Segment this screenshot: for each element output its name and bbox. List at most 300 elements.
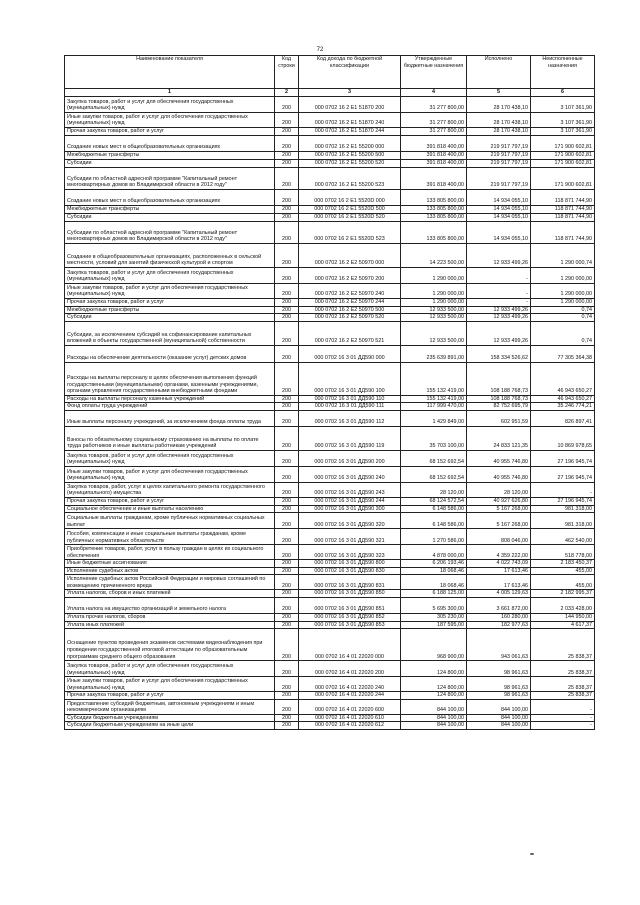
row-classification: 000 0702 16 3 01 ДД590 000 [299, 345, 401, 362]
table-row [65, 362, 595, 395]
row-remaining: 4 617,37 [531, 621, 595, 629]
row-code: 200 [275, 629, 299, 661]
table-row [65, 613, 595, 621]
column-number: 5 [467, 89, 531, 97]
row-remaining: 46 943 650,27 [531, 362, 595, 395]
row-executed: 5 167 268,00 [467, 505, 531, 513]
row-remaining: 0,74 [531, 306, 595, 314]
row-name: Иные закупки товаров, работ и услуг для обеспечения государственных (муниципальных) нужд [65, 113, 275, 128]
row-remaining: 10 869 978,65 [531, 426, 595, 450]
row-code: 200 [275, 613, 299, 621]
row-remaining: 981 318,00 [531, 513, 595, 529]
row-classification: 000 0702 16 3 01 ДД590 100 [299, 362, 401, 395]
row-name: Фонд оплаты труда учреждений [65, 403, 275, 411]
column-number-row [65, 89, 595, 97]
table-row [65, 299, 595, 307]
row-name: Субсидии [65, 314, 275, 322]
row-name: Уплата прочих налогов, сборов [65, 613, 275, 621]
row-name: Уплата иных платежей [65, 621, 275, 629]
row-name: Оснащение пунктов проведения экзаменов системами видеонаблюдения при проведении государственной итоговой аттестации по образовательным программам среднего общего образования [65, 629, 275, 661]
row-executed: 219 917 797,19 [467, 160, 531, 168]
row-name: Создание новых мест в общеобразовательных организациях [65, 136, 275, 152]
row-remaining: - [531, 722, 595, 730]
row-code: 200 [275, 190, 299, 206]
row-approved: 844 100,00 [401, 699, 467, 714]
row-remaining: 462 540,00 [531, 529, 595, 545]
row-approved: 12 933 500,00 [401, 314, 467, 322]
row-name: Прочая закупка товаров, работ и услуг [65, 299, 275, 307]
row-remaining: 3 107 361,90 [531, 128, 595, 136]
row-classification: 000 0702 16 3 01 ДД590 110 [299, 395, 401, 403]
row-classification: 000 0702 16 2 E2 50970 521 [299, 321, 401, 345]
row-approved: 391 818 400,00 [401, 160, 467, 168]
table-row [65, 222, 595, 244]
row-remaining: - [531, 714, 595, 722]
table-row [65, 113, 595, 128]
row-approved: 391 818 400,00 [401, 152, 467, 160]
row-classification: 000 0702 16 4 01 22020 240 [299, 677, 401, 692]
row-approved: 187 595,00 [401, 621, 467, 629]
row-name: Предоставление субсидий бюджетным, автономным учреждениям и иным некоммерческим организациям [65, 699, 275, 714]
row-executed: 14 934 055,10 [467, 222, 531, 244]
row-classification: 000 0702 16 4 01 22020 244 [299, 692, 401, 700]
row-name: Иные выплаты персоналу учреждений, за исключением фонда оплаты труда [65, 410, 275, 426]
row-approved: 68 152 692,54 [401, 466, 467, 482]
row-approved: 6 188 125,00 [401, 590, 467, 598]
row-name: Пособия, компенсации и иные социальные выплаты гражданам, кроме публичных нормативных обязательств [65, 529, 275, 545]
row-classification: 000 0702 16 2 E2 50970 520 [299, 314, 401, 322]
row-approved: 133 805 800,00 [401, 222, 467, 244]
row-classification: 000 0702 16 3 01 ДД590 800 [299, 560, 401, 568]
table-row [65, 482, 595, 497]
row-executed: 3 661 872,00 [467, 597, 531, 613]
column-header-approved: Утвержденные бюджетные назначения [401, 56, 467, 89]
row-approved: 31 277 800,00 [401, 113, 467, 128]
table-row [65, 284, 595, 299]
row-name: Иные бюджетные ассигнования [65, 560, 275, 568]
row-name: Взносы по обязательному социальному страхованию на выплаты по оплате труда работников и иные выплаты работникам учреждений [65, 426, 275, 450]
table-row [65, 314, 595, 322]
row-classification: 000 0702 16 2 E2 50970 000 [299, 244, 401, 268]
row-code: 200 [275, 714, 299, 722]
row-approved: 124 800,00 [401, 661, 467, 677]
row-remaining: 35 246 774,21 [531, 403, 595, 411]
row-remaining: 455,00 [531, 575, 595, 590]
row-name: Субсидии по областной адресной программе "Капитальный ремонт многоквартирных домов во Владимирской области в 2012 году" [65, 168, 275, 190]
row-remaining: 118 871 744,90 [531, 214, 595, 222]
row-executed: 17 613,46 [467, 575, 531, 590]
row-classification: 000 0702 16 2 E2 50970 244 [299, 299, 401, 307]
row-approved: 124 800,00 [401, 692, 467, 700]
row-classification: 000 0702 16 2 E1 51870 200 [299, 97, 401, 113]
table-row [65, 560, 595, 568]
row-code: 200 [275, 513, 299, 529]
row-classification: 000 0702 16 2 E1 55200 523 [299, 168, 401, 190]
row-name: Прочая закупка товаров, работ и услуг [65, 128, 275, 136]
row-remaining: 1 290 000,00 [531, 284, 595, 299]
table-row [65, 268, 595, 284]
row-approved: 133 805 800,00 [401, 206, 467, 214]
row-classification: 000 0702 16 3 01 ДД590 831 [299, 575, 401, 590]
row-approved: 133 805 800,00 [401, 214, 467, 222]
row-code: 200 [275, 113, 299, 128]
row-code: 200 [275, 345, 299, 362]
row-name: Создание в общеобразовательных организациях, расположенных в сельской местности, условий для занятий физической культурой и спортом [65, 244, 275, 268]
row-executed: 12 933 499,26 [467, 321, 531, 345]
row-code: 200 [275, 450, 299, 466]
row-classification: 000 0702 16 4 01 22020 600 [299, 699, 401, 714]
row-code: 200 [275, 136, 299, 152]
column-number: 6 [531, 89, 595, 97]
row-classification: 000 0702 16 2 E1 55200 500 [299, 152, 401, 160]
column-number: 4 [401, 89, 467, 97]
row-code: 200 [275, 590, 299, 598]
row-executed: - [467, 284, 531, 299]
row-executed: 4 359 222,00 [467, 545, 531, 560]
row-code: 200 [275, 299, 299, 307]
row-classification: 000 0702 16 3 01 ДД590 851 [299, 597, 401, 613]
row-remaining: 1 290 000,00 [531, 299, 595, 307]
row-approved: 18 068,46 [401, 575, 467, 590]
table-row [65, 466, 595, 482]
row-executed: 82 752 695,79 [467, 403, 531, 411]
table-row [65, 722, 595, 730]
row-code: 200 [275, 214, 299, 222]
row-name: Субсидии по областной адресной программе "Капитальный ремонт многоквартирных домов во Владимирской области в 2012 году" [65, 222, 275, 244]
row-name: Уплата налогов, сборов и иных платежей [65, 590, 275, 598]
column-header-classification: Код дохода по бюджетной классификации [299, 56, 401, 89]
row-classification: 000 0702 16 2 E1 5520D 500 [299, 206, 401, 214]
table-row [65, 699, 595, 714]
row-name: Приобретение товаров, работ, услуг в пользу граждан в целях их социального обеспечения [65, 545, 275, 560]
row-classification: 000 0702 16 3 01 ДД590 320 [299, 513, 401, 529]
row-classification: 000 0702 16 2 E2 50970 240 [299, 284, 401, 299]
row-name: Межбюджетные трансферты [65, 306, 275, 314]
table-row [65, 545, 595, 560]
row-remaining: 981 318,00 [531, 505, 595, 513]
row-classification: 000 0702 16 3 01 ДД590 321 [299, 529, 401, 545]
row-code: 200 [275, 426, 299, 450]
row-remaining: 826 897,41 [531, 410, 595, 426]
row-code: 200 [275, 314, 299, 322]
row-classification: 000 0702 16 3 01 ДД590 243 [299, 482, 401, 497]
row-code: 200 [275, 168, 299, 190]
table-row [65, 128, 595, 136]
row-approved: 68 152 692,54 [401, 450, 467, 466]
column-number: 1 [65, 89, 275, 97]
table-row [65, 621, 595, 629]
row-executed: 4 022 743,09 [467, 560, 531, 568]
table-row [65, 97, 595, 113]
row-classification: 000 0702 16 2 E1 55200 520 [299, 160, 401, 168]
row-name: Расходы на выплаты персоналу в целях обеспечения выполнения функций государственными (муниципальными) органами, казенными учреждениями, органами управления государственными внебюджетными фондами [65, 362, 275, 395]
row-code: 200 [275, 306, 299, 314]
row-remaining: 518 778,00 [531, 545, 595, 560]
row-code: 200 [275, 244, 299, 268]
row-name: Закупка товаров, работ и услуг для обеспечения государственных (муниципальных) нужд [65, 450, 275, 466]
row-executed: 219 917 797,19 [467, 168, 531, 190]
row-executed: 28 170 438,10 [467, 128, 531, 136]
table-row [65, 152, 595, 160]
row-executed: 108 188 768,73 [467, 395, 531, 403]
table-row [65, 505, 595, 513]
row-executed: 14 934 055,10 [467, 206, 531, 214]
table-row [65, 529, 595, 545]
row-approved: 968 900,00 [401, 629, 467, 661]
row-remaining: 25 838,37 [531, 677, 595, 692]
row-code: 200 [275, 677, 299, 692]
row-executed: 808 046,00 [467, 529, 531, 545]
row-executed: 943 061,63 [467, 629, 531, 661]
row-classification: 000 0702 16 3 01 ДД590 300 [299, 505, 401, 513]
row-executed: 28 170 438,10 [467, 97, 531, 113]
row-code: 200 [275, 699, 299, 714]
row-executed: 40 955 746,80 [467, 466, 531, 482]
row-classification: 000 0702 16 2 E2 50970 200 [299, 268, 401, 284]
row-remaining: 25 838,37 [531, 661, 595, 677]
row-code: 200 [275, 497, 299, 505]
row-classification: 000 0702 16 3 01 ДД590 112 [299, 410, 401, 426]
row-executed: 98 961,63 [467, 677, 531, 692]
table-row [65, 244, 595, 268]
row-approved: 1 270 586,00 [401, 529, 467, 545]
row-classification: 000 0702 16 2 E2 50970 500 [299, 306, 401, 314]
table-row [65, 513, 595, 529]
row-name: Исполнение судебных актов Российской Федерации и мировых соглашений по возмещению причиненного вреда [65, 575, 275, 590]
row-name: Субсидии [65, 160, 275, 168]
row-classification: 000 0702 16 3 01 ДД590 244 [299, 497, 401, 505]
row-approved: 1 290 000,00 [401, 284, 467, 299]
row-code: 200 [275, 403, 299, 411]
row-name: Межбюджетные трансферты [65, 206, 275, 214]
row-classification: 000 0702 16 3 01 ДД590 830 [299, 567, 401, 575]
row-code: 200 [275, 692, 299, 700]
table-row [65, 160, 595, 168]
row-remaining: 3 107 361,90 [531, 113, 595, 128]
scan-mark [530, 853, 534, 855]
row-approved: 133 805 800,00 [401, 190, 467, 206]
row-remaining: 118 871 744,90 [531, 222, 595, 244]
table-row [65, 306, 595, 314]
row-code: 200 [275, 560, 299, 568]
row-code: 200 [275, 321, 299, 345]
row-code: 200 [275, 362, 299, 395]
row-name: Закупка товаров, работ и услуг для обеспечения государственных (муниципальных) нужд [65, 268, 275, 284]
row-classification: 000 0702 16 2 E1 5520D 000 [299, 190, 401, 206]
row-classification: 000 0702 16 3 01 ДД590 323 [299, 545, 401, 560]
row-name: Субсидии бюджетным учреждениям на иные цели [65, 722, 275, 730]
row-remaining: 1 290 000,74 [531, 244, 595, 268]
row-name: Уплата налога на имущество организаций и земельного налога [65, 597, 275, 613]
row-approved: 391 818 400,00 [401, 168, 467, 190]
row-remaining: 25 838,37 [531, 629, 595, 661]
row-name: Иные закупки товаров, работ и услуг для обеспечения государственных (муниципальных) нужд [65, 466, 275, 482]
row-remaining: - [531, 699, 595, 714]
table-header-row [65, 56, 595, 89]
row-executed: 844 100,00 [467, 722, 531, 730]
row-remaining: 118 871 744,90 [531, 206, 595, 214]
row-classification: 000 0702 16 2 E1 51870 244 [299, 128, 401, 136]
row-approved: 18 068,46 [401, 567, 467, 575]
row-classification: 000 0702 16 3 01 ДД590 200 [299, 450, 401, 466]
row-code: 200 [275, 410, 299, 426]
table-row [65, 590, 595, 598]
row-executed: 24 833 121,35 [467, 426, 531, 450]
row-remaining: 1 290 000,00 [531, 268, 595, 284]
row-code: 200 [275, 160, 299, 168]
row-name: Субсидии [65, 214, 275, 222]
row-approved: 124 800,00 [401, 677, 467, 692]
column-number: 3 [299, 89, 401, 97]
row-approved: 155 132 419,00 [401, 362, 467, 395]
budget-execution-table [64, 55, 595, 730]
column-header-remaining: Неисполненные назначения [531, 56, 595, 89]
table-row [65, 395, 595, 403]
row-code: 200 [275, 206, 299, 214]
row-code: 200 [275, 152, 299, 160]
row-code: 200 [275, 621, 299, 629]
table-row [65, 567, 595, 575]
row-remaining: 0,74 [531, 321, 595, 345]
row-remaining: 2 183 450,37 [531, 560, 595, 568]
row-code: 200 [275, 722, 299, 730]
row-name: Закупка товаров, работ и услуг для обеспечения государственных (муниципальных) нужд [65, 97, 275, 113]
row-approved: 12 933 500,00 [401, 321, 467, 345]
row-classification: 000 0702 16 4 01 22020 200 [299, 661, 401, 677]
row-code: 200 [275, 97, 299, 113]
row-code: 200 [275, 128, 299, 136]
row-remaining: 455,00 [531, 567, 595, 575]
table-row [65, 345, 595, 362]
row-code: 200 [275, 661, 299, 677]
table-row [65, 410, 595, 426]
row-classification: 000 0702 16 3 01 ДД590 240 [299, 466, 401, 482]
row-code: 200 [275, 575, 299, 590]
row-executed: 14 934 055,10 [467, 214, 531, 222]
row-name: Закупка товаров, работ и услуг для обеспечения государственных (муниципальных) нужд [65, 661, 275, 677]
row-name: Исполнение судебных актов [65, 567, 275, 575]
row-approved: 14 223 500,00 [401, 244, 467, 268]
row-approved: 1 290 000,00 [401, 268, 467, 284]
table-row [65, 426, 595, 450]
row-classification: 000 0702 16 3 01 ДД590 853 [299, 621, 401, 629]
row-executed: 4 005 129,63 [467, 590, 531, 598]
row-name: Межбюджетные трансферты [65, 152, 275, 160]
row-classification: 000 0702 16 4 01 22020 610 [299, 714, 401, 722]
row-remaining: 27 196 945,74 [531, 497, 595, 505]
row-classification: 000 0702 16 2 E1 5520D 520 [299, 214, 401, 222]
row-code: 200 [275, 545, 299, 560]
row-name: Расходы на выплаты персоналу казенных учреждений [65, 395, 275, 403]
row-remaining: 171 900 602,81 [531, 136, 595, 152]
row-code: 200 [275, 268, 299, 284]
row-executed: 98 961,63 [467, 661, 531, 677]
row-approved: 68 124 572,54 [401, 497, 467, 505]
row-approved: 844 100,00 [401, 714, 467, 722]
table-body [65, 97, 595, 730]
column-header-executed: Исполнено [467, 56, 531, 89]
table-row [65, 136, 595, 152]
page-number: 72 [316, 47, 324, 53]
row-approved: 155 132 419,00 [401, 395, 467, 403]
row-approved: 1 290 000,00 [401, 299, 467, 307]
row-executed: 28 170 438,10 [467, 113, 531, 128]
row-executed: 844 100,00 [467, 714, 531, 722]
row-executed: 844 100,00 [467, 699, 531, 714]
row-code: 200 [275, 284, 299, 299]
table-row [65, 629, 595, 661]
row-executed: 158 334 526,62 [467, 345, 531, 362]
row-approved: 35 703 100,00 [401, 426, 467, 450]
table-row [65, 206, 595, 214]
row-approved: 117 999 470,00 [401, 403, 467, 411]
row-remaining: 2 182 995,37 [531, 590, 595, 598]
row-remaining: - [531, 482, 595, 497]
table-row [65, 403, 595, 411]
row-remaining: 171 900 602,81 [531, 152, 595, 160]
row-executed: 12 933 499,26 [467, 314, 531, 322]
row-executed: 219 917 797,19 [467, 152, 531, 160]
table-row [65, 190, 595, 206]
row-code: 200 [275, 529, 299, 545]
row-executed: 160 280,00 [467, 613, 531, 621]
row-classification: 000 0702 16 2 E1 55200 000 [299, 136, 401, 152]
table-row [65, 714, 595, 722]
row-name: Социальные выплаты гражданам, кроме публичных нормативных социальных выплат [65, 513, 275, 529]
row-executed: 12 933 499,26 [467, 244, 531, 268]
row-code: 200 [275, 222, 299, 244]
row-name: Иные закупки товаров, работ и услуг для обеспечения государственных (муниципальных) нужд [65, 677, 275, 692]
row-executed: 17 613,46 [467, 567, 531, 575]
row-approved: 12 933 500,00 [401, 306, 467, 314]
row-approved: 235 639 891,00 [401, 345, 467, 362]
row-name: Иные закупки товаров, работ и услуг для обеспечения государственных (муниципальных) нужд [65, 284, 275, 299]
row-executed: - [467, 299, 531, 307]
row-classification: 000 0702 16 3 01 ДД590 111 [299, 403, 401, 411]
row-remaining: 118 871 744,90 [531, 190, 595, 206]
row-executed: 12 933 499,26 [467, 306, 531, 314]
row-classification: 000 0702 16 4 01 22020 612 [299, 722, 401, 730]
row-executed: 108 188 768,73 [467, 362, 531, 395]
table-row [65, 214, 595, 222]
row-name: Субсидии, за исключением субсидий на софинансирование капитальных вложений в объекты государственной (муниципальной) собственности [65, 321, 275, 345]
row-remaining: 46 943 650,27 [531, 395, 595, 403]
row-classification: 000 0702 16 3 01 ДД590 850 [299, 590, 401, 598]
row-approved: 391 818 400,00 [401, 136, 467, 152]
row-approved: 844 100,00 [401, 722, 467, 730]
table-row [65, 692, 595, 700]
row-approved: 5 695 300,00 [401, 597, 467, 613]
row-name: Прочая закупка товаров, работ и услуг [65, 692, 275, 700]
column-header-name: Наименование показателя [65, 56, 275, 89]
row-classification: 000 0702 16 3 01 ДД590 852 [299, 613, 401, 621]
table-row [65, 497, 595, 505]
row-remaining: 27 196 945,74 [531, 450, 595, 466]
table-row [65, 168, 595, 190]
table-row [65, 677, 595, 692]
table-row [65, 575, 595, 590]
row-name: Субсидии бюджетным учреждениям [65, 714, 275, 722]
row-remaining: 25 838,37 [531, 692, 595, 700]
row-executed: - [467, 268, 531, 284]
row-executed: 28 120,00 [467, 482, 531, 497]
row-code: 200 [275, 567, 299, 575]
row-executed: 14 934 055,10 [467, 190, 531, 206]
row-code: 200 [275, 482, 299, 497]
row-executed: 40 927 626,80 [467, 497, 531, 505]
row-executed: 98 961,63 [467, 692, 531, 700]
row-executed: 219 917 797,19 [467, 136, 531, 152]
